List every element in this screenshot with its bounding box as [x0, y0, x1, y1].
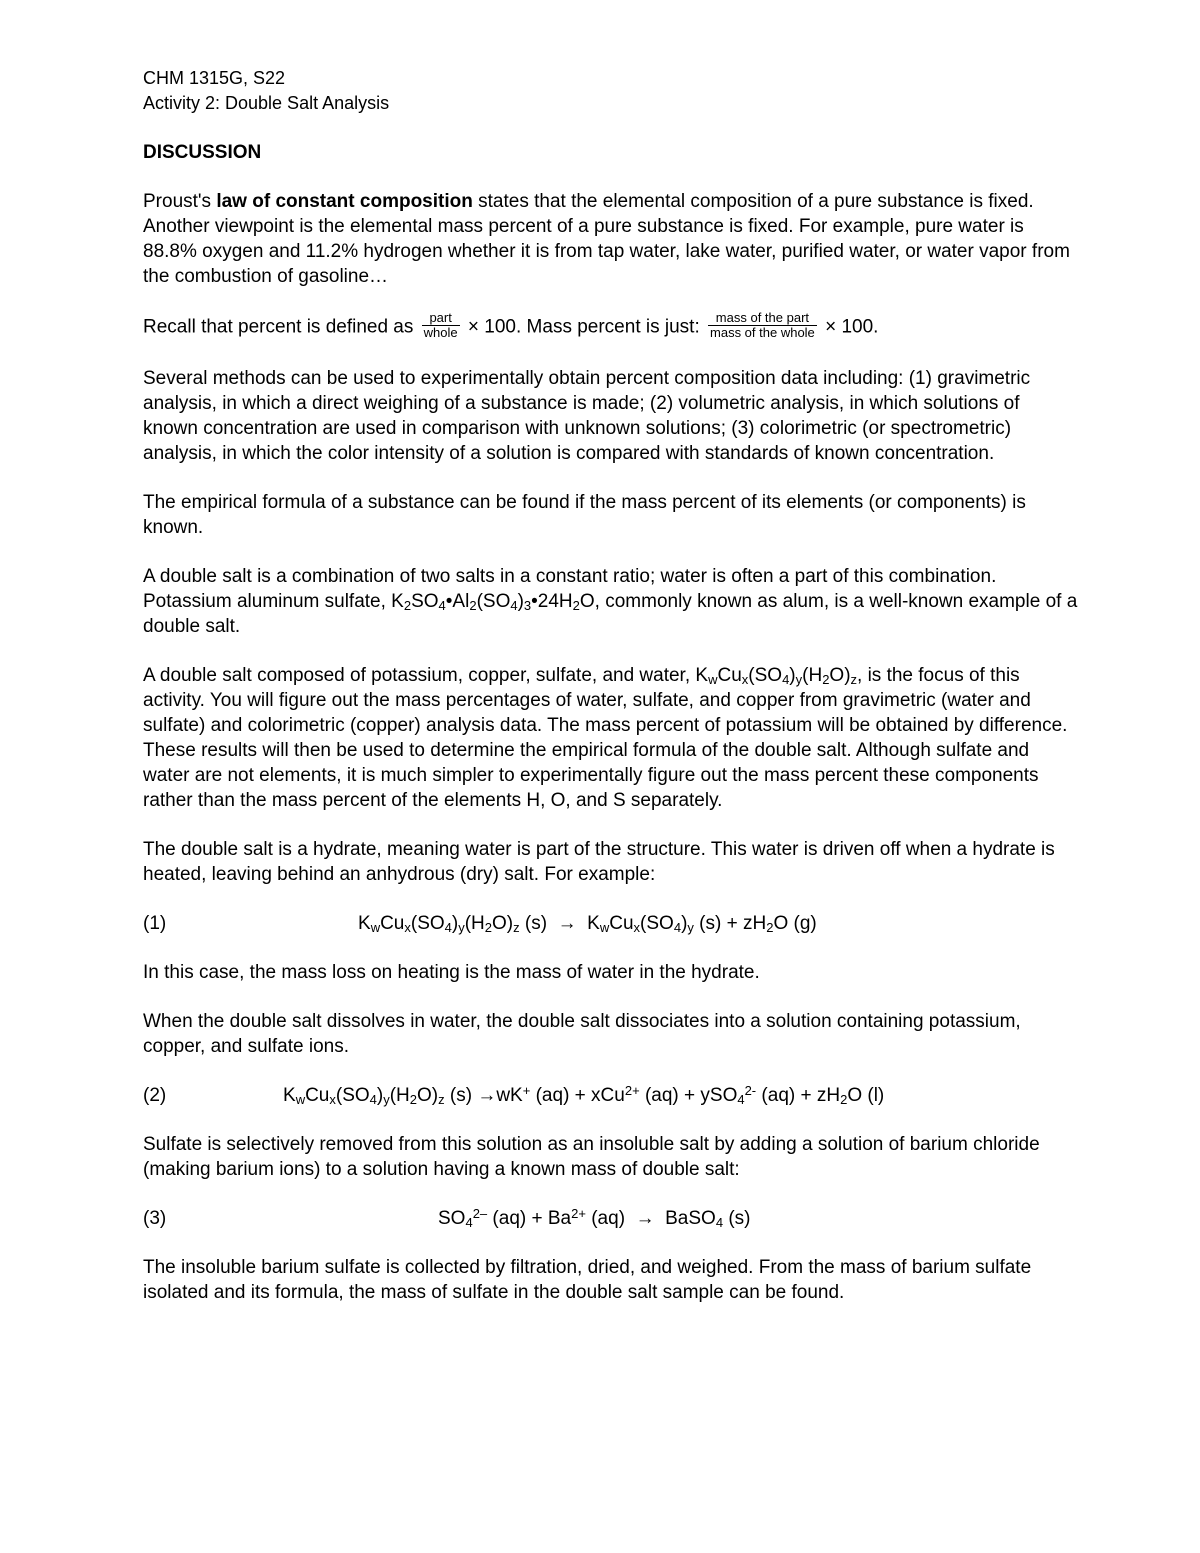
paragraph-activity-focus: A double salt composed of potassium, copper, sulfate, and water, $K_wCu_x(SO_4)_y(H_2O)_z$, is the focus of this activity. You will figure out the mass percentages of water, sulfate, and copper from gravimetric (water and sulfate) and colorimetric (copper) analysis data. The mass percent of potassium will be obtained by difference. These results will then be used to determine the empirical formula of the double salt. Although sulfate and water are not elements, it is much simpler to experimentally figure out the mass percent these components rather than the mass percent of the elements H, O, and S separately. — [143, 665, 1068, 811]
paragraph-empirical-formula: The empirical formula of a substance can be found if the mass percent of its elements (or components) is known. — [143, 492, 1026, 538]
equation-label: (2) — [143, 1085, 167, 1106]
equation-2 — [143, 1083, 1078, 1108]
equation-body: $K_wCu_x(SO_4)_y(H_2O)_z$ $(s) \to K_wCu_x(SO_4)_y$ $(s) + zH_2O$ (g) — [358, 913, 817, 935]
equation-1 — [143, 911, 1078, 936]
fraction-mass-part-whole: $\frac{\text{mass of the part}}{\text{mass of the whole}}$ — [710, 310, 815, 340]
alum-formula: $K_2SO_4•Al_2(SO_4)_3•24H_2O$ — [391, 591, 595, 613]
activity-title: Activity 2: Double Salt Analysis — [143, 93, 390, 113]
paragraph-barium-sulfate: The insoluble barium sulfate is collected by filtration, dried, and weighed. From the mass of barium sulfate isolated and its formula, the mass of sulfate in the double salt sample can be found. — [143, 1257, 1032, 1303]
equation-3 — [143, 1206, 1078, 1231]
equation-label: (3) — [143, 1208, 167, 1229]
paragraph-methods: Several methods can be used to experimentally obtain percent composition data including: (1) gravimetric analysis, in which a direct weighing of a substance is made; (2) volumetric analysis, in which solutions of known concentration are used in comparison with unknown solutions; (3) colorimetric (or spectrometric) analysis, in which the color intensity of a solution is compared with standards of known concentration. — [143, 368, 1031, 464]
course-code: CHM 1315G, S22 — [143, 68, 286, 88]
law-term: law of constant composition — [216, 191, 473, 212]
paragraph-hydrate: The double salt is a hydrate, meaning water is part of the structure. This water is driven off when a hydrate is heated, leaving behind an anhydrous (dry) salt. For example: — [143, 839, 1055, 885]
paragraph-mass-loss: In this case, the mass loss on heating is the mass of water in the hydrate. — [143, 962, 760, 983]
double-salt-formula: $K_wCu_x(SO_4)_y(H_2O)_z$ — [695, 665, 858, 687]
section-heading: DISCUSSION — [143, 142, 262, 163]
equation-body: $SO_4^{2-}$ $(aq) + Ba^{2+}$ (aq) → BaSO$_4$ (s) — [438, 1206, 751, 1230]
paragraph-sulfate-removal: Sulfate is selectively removed from this solution as an insoluble salt by adding a solution of barium chloride (making barium ions) to a solution having a known mass of double salt: — [143, 1134, 1040, 1180]
equation-body: $K_wCu_x(SO_4)_y(H_2O)_z$ (s) →wK+ (aq) + xCu$^{2+}$ (aq) + ySO$_4^{2-}$ $(aq) + zH_2O$ (l) — [283, 1083, 885, 1107]
paragraph-double-salt: A double salt is a combination of two salts in a constant ratio; water is often a part of this combination. Potassium aluminum sulfate, $K_2SO_4•Al_2(SO_4)_3•24H_2O$, commonly known as alum, is a well-known example of a double salt. — [143, 566, 1078, 637]
document-page — [143, 66, 1078, 1329]
paragraph-constant-composition: Proust's law of constant composition states that the elemental composition of a pure substance is fixed. Another viewpoint is the elemental mass percent of a pure substance is fixed. For example, pure water is 88.8% oxygen and 11.2% hydrogen whether it is from tap water, lake water, purified water, or water vapor from the combustion of gasoline… — [143, 191, 1070, 287]
paragraph-dissolution: When the double salt dissolves in water, the double salt dissociates into a solution containing potassium, copper, and sulfate ions. — [143, 1011, 1021, 1057]
paragraph-percent-definition: Recall that percent is defined as $\frac{\text{part}}{\text{whole}}$ × 100. Mass percent is just: $\frac{\text{mass of the part}}{\text{mass of the whole}}$ × 100. — [143, 310, 879, 340]
fraction-part-whole: $\frac{\text{part}}{\text{whole}}$ — [423, 310, 458, 340]
equation-label: (1) — [143, 913, 167, 934]
